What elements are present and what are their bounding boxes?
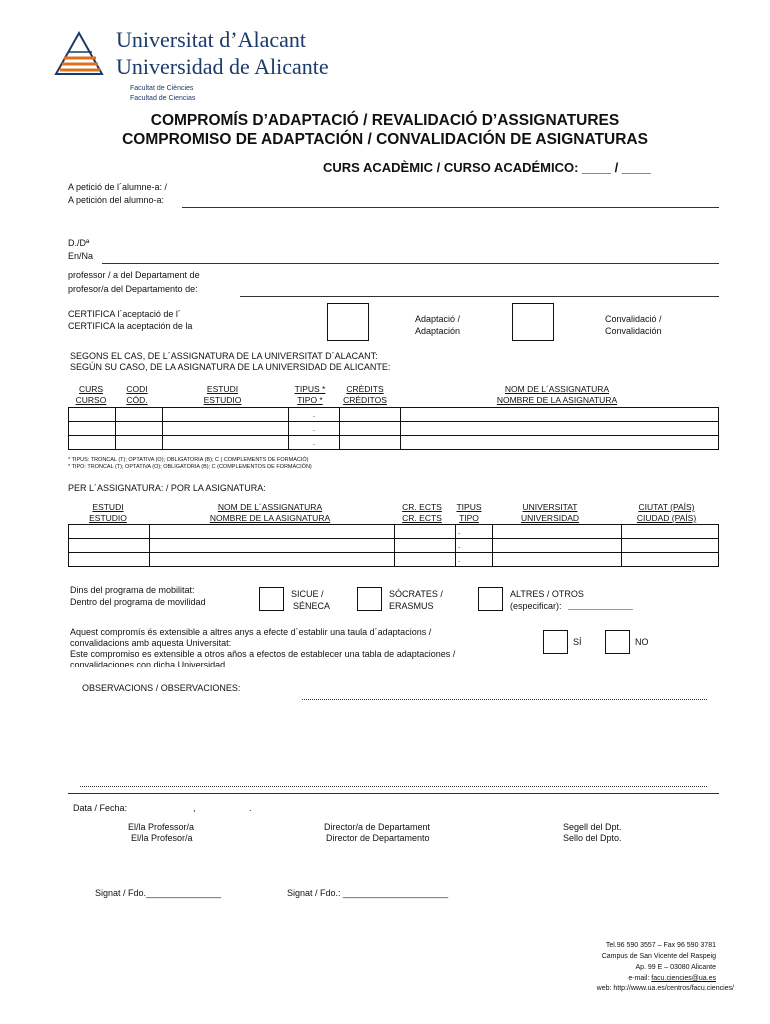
yes-label: SÍ (573, 637, 582, 647)
col2-header-ects: CR. ECTS CR. ECTS (402, 502, 442, 523)
section1-title-es: SEGÚN SU CASO, DE LA ASIGNATURA DE LA UNIVERSIDAD DE ALICANTE: (70, 362, 391, 372)
extensible-text-ca-2: convalidacions amb aquesta Universitat: (70, 638, 232, 648)
date-dot: . (249, 803, 252, 813)
socrates-checkbox[interactable] (357, 587, 382, 611)
section1-title-ca: SEGONS EL CAS, DE L´ASSIGNATURA DE LA UNIVERSITAT D´ALACANT: (70, 351, 378, 361)
student-name-field[interactable] (182, 207, 719, 208)
subjects-table-ua (68, 407, 719, 450)
col-header-estudi: ESTUDI ESTUDIO (203, 384, 242, 405)
extensible-text-ca-1: Aquest compromís és extensible a altres anys a efecte d´establir una taula d´adaptacions / (70, 627, 432, 637)
type-note-ca: * TIPUS: TRONCAL (T); OPTATIVA (O); OBLIGATORIA (B); C ( COMPLEMENTS DE FORMACIÓ) (68, 457, 309, 463)
table-row: . (69, 422, 719, 436)
convalidation-label-es: Convalidación (605, 326, 662, 336)
convalidation-label-ca: Convalidació / (605, 314, 662, 324)
col2-header-estudi: ESTUDI ESTUDIO (89, 502, 127, 523)
professor-label-es: El/la Profesor/a (131, 833, 193, 843)
extensible-text-es-2: convalidaciones con dicha Universidad (70, 660, 226, 667)
footer-contact (480, 940, 716, 984)
col-header-tipus: TIPUS * TIPO * (294, 384, 326, 405)
footer-email: e-mail: facu.ciencies@ua.es (628, 975, 716, 982)
faculty-name-es: Facultad de Ciencias (130, 95, 196, 102)
university-logo-icon (54, 30, 104, 76)
subjects-table-external (68, 524, 719, 567)
professor-label-ca: El/la Professor/a (128, 822, 195, 832)
footer-campus: Campus de San Vicente del Raspeig (601, 953, 716, 960)
yes-checkbox[interactable] (543, 630, 568, 654)
faculty-name-ca: Facultat de Ciències (130, 85, 194, 92)
others-specify-field[interactable] (568, 609, 633, 610)
convalidation-checkbox[interactable] (512, 303, 554, 341)
page-title-es: COMPROMISO DE ADAPTACIÓN / CONVALIDACIÓN DE ASIGNATURAS (122, 131, 648, 148)
sicue-label-es: SÉNECA (293, 601, 331, 611)
adaptation-label-es: Adaptación (415, 326, 461, 336)
certify-label-es: CERTIFICA la aceptación de la (68, 321, 193, 331)
date-label: Data / Fecha: (73, 803, 128, 813)
col2-header-nom: NOM DE L´ASSIGNATURA NOMBRE DE LA ASIGNATURA (209, 502, 331, 523)
footer-tel: Tel.96 590 3557 – Fax 96 590 3781 (605, 942, 716, 949)
request-label-ca: A petició de l´alumne-a: / (68, 182, 168, 192)
table-row: . (69, 436, 719, 450)
divider (68, 793, 719, 794)
professor-signature-field[interactable]: Signat / Fdo._______________ (95, 888, 222, 898)
certify-label-ca: CERTIFICA l´aceptació de l´ (68, 309, 181, 319)
department-label-ca: professor / a del Departament de (68, 270, 200, 280)
page-title-ca: COMPROMÍS D’ADAPTACIÓ / REVALIDACIÓ D’ASSIGNATURES (150, 112, 620, 129)
director-label-es: Director de Departamento (326, 833, 430, 843)
director-signature-field[interactable]: Signat / Fdo.: _____________________ (287, 888, 449, 898)
teacher-dd-label: D./Dª (68, 238, 90, 248)
seal-label-ca: Segell del Dpt. (563, 822, 622, 832)
col2-header-univ: UNIVERSITAT UNIVERSIDAD (520, 502, 580, 523)
seal-label-es: Sello del Dpto. (563, 833, 622, 843)
observations-field-top[interactable] (302, 699, 707, 700)
table-row: . (69, 539, 719, 553)
footer-address: Ap. 99 E – 03080 Alicante (635, 964, 716, 971)
sicue-label-ca: SICUE / (291, 589, 324, 599)
table-row: . (69, 408, 719, 422)
extensible-text-es-1: Este compromiso es extensible a otros años a efectos de establecer una tabla de adaptaciones / (70, 649, 456, 659)
others-label-ca: ALTRES / OTROS (510, 589, 584, 599)
socrates-label-ca: SÓCRATES / (389, 589, 443, 599)
mobility-label-ca: Dins del programa de mobilitat: (70, 585, 195, 595)
col-header-curs: CURS CURSO (75, 384, 107, 405)
request-label-es: A petición del alumno-a: (68, 195, 165, 205)
type-note-es: * TIPO: TRONCAL (T); OPTATIVA (O); OBLIGATORIA (B); C (COMPLEMENTOS DE FORMACIÓN) (68, 464, 312, 470)
col2-header-ciutat: CIUTAT (PAÍS) CIUDAD (PAÍS) (636, 502, 697, 523)
university-name-ca: Universitat d’Alacant (116, 27, 306, 52)
others-label-es: (especificar): (510, 601, 562, 611)
mobility-label-es: Dentro del programa de movilidad (70, 597, 206, 607)
col-header-credits: CRÈDITS CRÉDITOS (343, 384, 387, 405)
table-row: . (69, 525, 719, 539)
table-row: . (69, 553, 719, 567)
email-link[interactable]: facu.ciencies@ua.es (651, 975, 716, 982)
footer-web[interactable]: web: http://www.ua.es/centros/facu.ciencies/ (596, 985, 734, 992)
no-checkbox[interactable] (605, 630, 630, 654)
col-header-nom: NOM DE L´ASSIGNATURA NOMBRE DE LA ASIGNATURA (496, 384, 618, 405)
director-label-ca: Director/a de Departament (324, 822, 431, 832)
no-label: NO (635, 637, 649, 647)
teacher-name-field[interactable] (102, 263, 719, 264)
col2-header-tipus: TIPUS TIPO (456, 502, 482, 523)
observations-field-bottom[interactable] (80, 786, 707, 787)
others-checkbox[interactable] (478, 587, 503, 611)
department-field[interactable] (240, 296, 719, 297)
sicue-checkbox[interactable] (259, 587, 284, 611)
section2-title: PER L´ASSIGNATURA: / POR LA ASIGNATURA: (68, 483, 266, 493)
socrates-label-es: ERASMUS (389, 601, 434, 611)
department-label-es: profesor/a del Departamento de: (68, 284, 198, 294)
adaptation-checkbox[interactable] (327, 303, 369, 341)
academic-year: CURS ACADÈMIC / CURSO ACADÉMICO: ____ / ____ (323, 160, 651, 175)
col-header-codi: CODI CÓD. (126, 384, 148, 405)
date-comma: , (193, 803, 196, 813)
observations-label: OBSERVACIONS / OBSERVACIONES: (82, 683, 241, 693)
university-name-es: Universidad de Alicante (116, 54, 329, 79)
adaptation-label-ca: Adaptació / (415, 314, 461, 324)
teacher-enna-label: En/Na (68, 251, 94, 261)
